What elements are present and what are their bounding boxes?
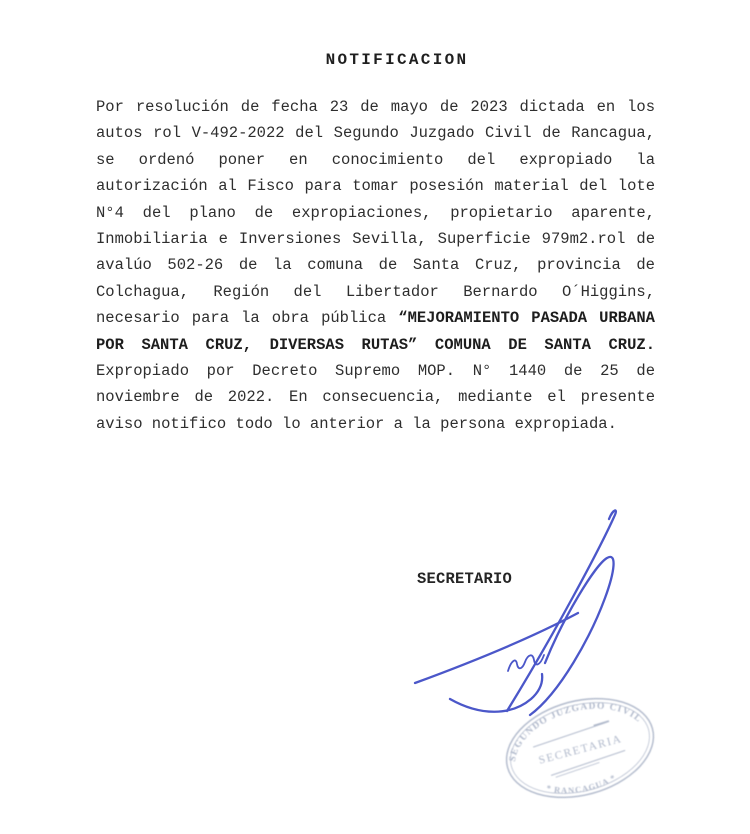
text-segment: se ordenó poner en conocimiento del expropiado la	[96, 150, 655, 169]
text-segment: Por resolución de fecha 23 de mayo de 2023 dictada en los	[96, 98, 655, 116]
document-line	[96, 332, 655, 358]
text-segment: autorización al Fisco para tomar posesión material del lote	[96, 177, 655, 196]
document-line	[96, 94, 655, 120]
document-title: NOTIFICACION	[325, 51, 469, 69]
text-segment: Colchagua, Región del Libertador Bernardo O´Higgins,	[96, 282, 655, 301]
document-line	[96, 305, 655, 331]
stamp-bottom-text: * RANCAGUA *	[545, 771, 619, 796]
text-segment: necesario para la obra pública	[96, 309, 399, 328]
stamp-middle-text: SECRETARIA	[537, 733, 624, 767]
document-line	[96, 411, 655, 437]
text-segment: noviembre de 2022. En consecuencia, mediante el presente	[96, 388, 655, 407]
document-line	[96, 173, 655, 199]
document-line	[96, 384, 655, 410]
document-line	[96, 226, 655, 252]
secretario-label: SECRETARIO	[417, 570, 513, 588]
bold-text: POR SANTA CRUZ, DIVERSAS RUTAS” COMUNA DE SANTA CRUZ.	[96, 335, 655, 354]
document-line	[96, 252, 655, 278]
bold-text: “MEJORAMIENTO PASADA URBANA	[398, 309, 655, 328]
document-line	[96, 279, 655, 305]
text-segment: avalúo 502-26 de la comuna de Santa Cruz, provincia de	[96, 256, 655, 275]
signature-stroke-sweep	[415, 613, 578, 683]
text-segment: Inmobiliaria e Inversiones Sevilla, Superficie 979m2.rol de	[96, 230, 655, 249]
document-line	[96, 120, 655, 146]
document-line	[96, 147, 655, 173]
document-body	[96, 94, 655, 437]
document-line	[96, 358, 655, 384]
stamp-top-text: SEGUNDO JUZGADO CIVIL	[507, 701, 644, 763]
document-line	[96, 200, 655, 226]
text-segment: autos rol V-492-2022 del Segundo Juzgado Civil de Rancagua,	[96, 124, 655, 143]
text-segment: N°4 del plano de expropiaciones, propietario aparente,	[96, 203, 655, 222]
text-segment: aviso notifico todo lo anterior a la persona expropiada.	[96, 414, 617, 433]
text-segment: Expropiado por Decreto Supremo MOP. N° 1440 de 25 de	[96, 362, 655, 381]
